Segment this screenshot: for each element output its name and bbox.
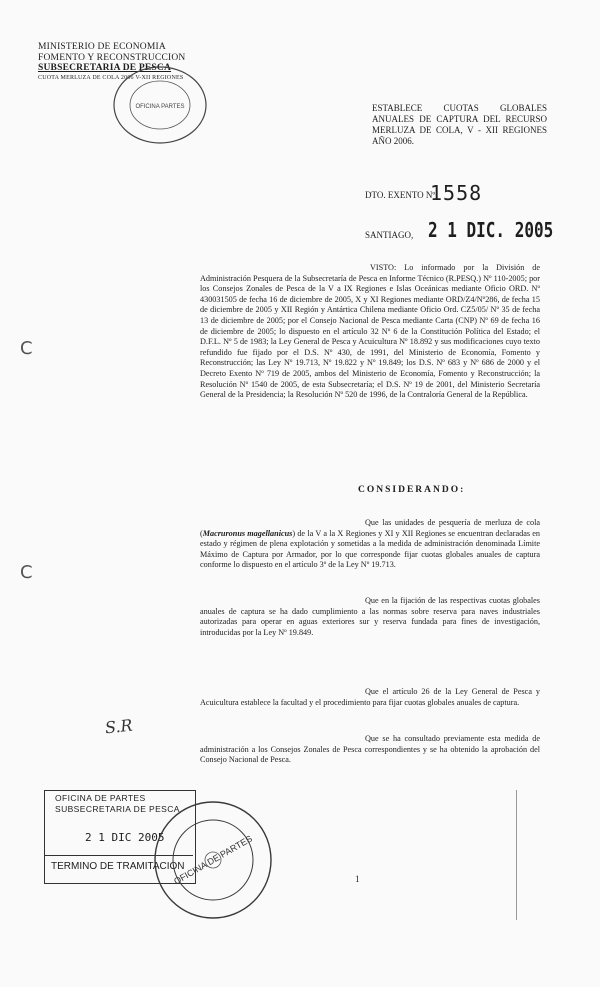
city-label: SANTIAGO, <box>365 230 414 240</box>
visto-paragraph: VISTO: Lo informado por la División de Administración Pesquera de la Subsecretaría de Pesca en Informe Técnico (R.PESQ.) Nº 110-2005; por los Consejos Zonales de Pesca de la V a IX Regiones e Islas Oceánicas mediante Oficio ORD. Nº 430031505 de fecha 16 de diciembre de 2005, X y XI Regiones mediante ORD/Z4/Nº286, de fecha 15 de diciembre de 2005 y XII Región y Antártica Chilena mediante Oficio Ord. CZ5/05/ Nº 35 de fecha 13 de diciembre de 2005; por el Consejo Nacional de Pesca mediante Carta (CNP) Nº 69 de fecha 16 de diciembre de 2005; lo dispuesto en el artículo 32 Nº 6 de la Constitución Política del Estado; el D.F.L. Nº 5 de 1983; la Ley General de Pesca y Acuicultura Nº 18.892 y sus modificaciones cuyo texto refundido fue fijado por el D.S. Nº 430, de 1991, del Ministerio de Economía, Fomento y Reconstrucción; las Ley Nº 19.713, Nº 19.822 y Nº 19.849; los D.S. Nº 683 y Nº 686 de 2000 y el Decreto Exento Nº 719 de 2005, ambos del Ministerio de Economía, Fomento y Reconstrucción; la Resolución Nº 1540 de 2005, de esta Subsecretaría; el D.S. Nº 19 de 2001, del Ministerio Secretaría General de la Presidencia; la Resolución Nº 520 de 1996, de la Contraloría General de la República. <box>200 263 540 400</box>
seal-top-text: OFICINA PARTES <box>135 104 185 110</box>
considerando-3: Que el artículo 26 de la Ley General de Pesca y Acuicultura establece la facultad y el procedimiento para fijar cuotas globales anuales de captura. <box>200 687 540 707</box>
header-line-2: FOMENTO Y RECONSTRUCCION <box>38 52 186 63</box>
species-name: Macruronus magellanicus <box>202 528 293 538</box>
oficina-partes-seal-top <box>105 60 215 150</box>
handwritten-note: S.R <box>104 715 134 738</box>
considerando-4: Que se ha consultado previamente esta medida de administración a los Consejos Zonales de Pesca correspondientes y se ha obtenido la aprobación del Consejo Nacional de Pesca. <box>200 734 540 765</box>
decree-label: DTO. EXENTO Nº <box>365 190 436 200</box>
stamp-footer: TERMINO DE TRAMITACION <box>45 855 193 877</box>
margin-line <box>516 790 517 920</box>
stamp-line-2: SUBSECRETARIA DE PESCA <box>55 804 180 814</box>
stamp-date: 2 1 DIC 2005 <box>85 831 165 844</box>
header-line-4: CUOTA MERLUZA DE COLA 2006 V-XII REGIONES <box>38 74 184 81</box>
considerando-1-after: ) de la V a la X Regiones y XI y XII Regiones se encuentran declaradas en estado y régimen de plena explotación y sometidas a la medida de administración denominada Límite Máximo de Captura por Armador, por lo que corresponde fijar cuotas globales anuales de captura conforme lo dispuesto en el artículo 3º de la Ley Nº 19.713. <box>200 528 541 570</box>
round-seal <box>148 795 278 925</box>
considerando-1 <box>200 518 540 571</box>
considerando-1-before: Que las unidades de pesquería de merluza de cola ( <box>200 518 540 538</box>
stamp-line-1: OFICINA DE PARTES <box>55 793 146 803</box>
header-line-3: SUBSECRETARIA DE PESCA <box>38 63 172 73</box>
header-line-1: MINISTERIO DE ECONOMIA <box>38 42 166 52</box>
considerando-2: Que en la fijación de las respectivas cuotas globales anuales de captura se ha dado cumplimiento a las normas sobre reserva para naves industriales autorizadas para operar en aguas exteriores sur y reserva fundada para fines de investigación, introducidas por la Ley Nº 19.849. <box>200 596 540 637</box>
seal-center-text: OFICINA DE PARTES <box>172 833 254 887</box>
page-number: 1 <box>355 874 360 884</box>
margin-mark-1: C <box>20 338 33 359</box>
date-stamp: 2 1 DIC. 2005 <box>428 218 554 242</box>
considerando-title: CONSIDERANDO: <box>358 485 466 495</box>
decree-number: 1558 <box>430 181 483 205</box>
margin-mark-2: C <box>20 562 33 583</box>
document-subject: ESTABLECE CUOTAS GLOBALES ANUALES DE CAPTURA DEL RECURSO MERLUZA DE COLA, V - XII REGIONES AÑO 2006. <box>372 103 547 146</box>
